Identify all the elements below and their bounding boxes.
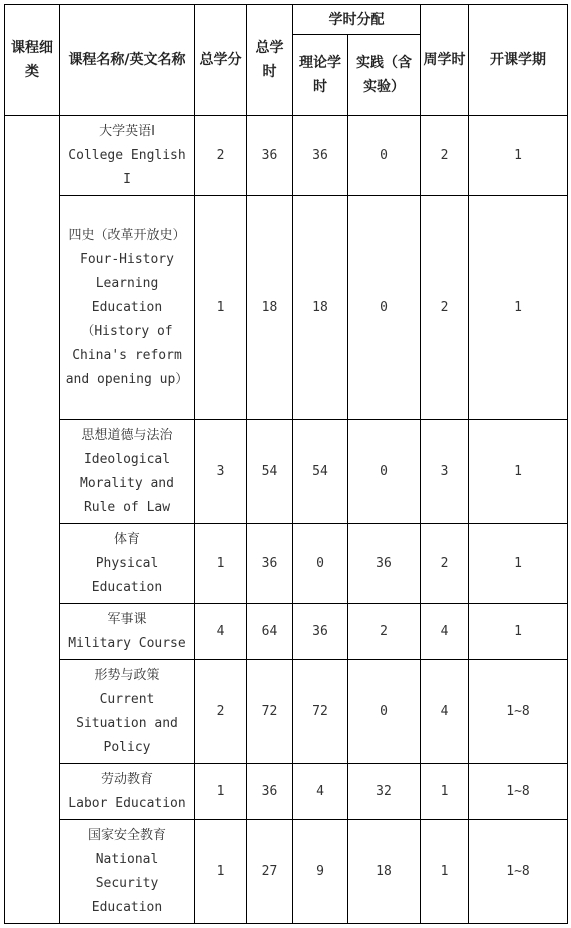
- course-name-en: Military Course: [68, 635, 186, 651]
- total-hours-cell: 54: [247, 420, 293, 524]
- credits-cell: 4: [195, 604, 247, 660]
- weekly-hours-cell: 4: [421, 604, 469, 660]
- course-name-cn: 思想道德与法治: [81, 427, 173, 443]
- theory-hours-cell: 18: [293, 196, 348, 420]
- table-row: [5, 764, 568, 820]
- semester-cell: 1~8: [469, 764, 568, 820]
- total-hours-cell: 18: [247, 196, 293, 420]
- semester-cell: 1~8: [469, 660, 568, 764]
- theory-hours-cell: 9: [293, 820, 348, 924]
- credits-cell: 2: [195, 116, 247, 196]
- header-total-hours: 总学时: [247, 5, 293, 116]
- total-hours-cell: 36: [247, 116, 293, 196]
- practice-hours-cell: 18: [348, 820, 421, 924]
- course-name-en: Ideological Morality and Rule of Law: [80, 451, 174, 515]
- course-name-en: Four-History Learning Education （History of China's reform and opening up）: [65, 251, 189, 387]
- theory-hours-cell: 36: [293, 116, 348, 196]
- course-rows: [5, 116, 568, 924]
- header-credits: 总学分: [195, 5, 247, 116]
- course-name-cell: [60, 196, 195, 420]
- table-row: [5, 820, 568, 924]
- total-hours-cell: 36: [247, 524, 293, 604]
- course-name-en: College English I: [68, 147, 186, 187]
- course-name-cell: [60, 420, 195, 524]
- table-row: [5, 196, 568, 420]
- practice-hours-cell: 0: [348, 196, 421, 420]
- semester-cell: 1: [469, 604, 568, 660]
- weekly-hours-cell: 4: [421, 660, 469, 764]
- course-name-cell: [60, 764, 195, 820]
- semester-cell: 1: [469, 196, 568, 420]
- header-semester: 开课学期: [469, 5, 568, 116]
- practice-hours-cell: 0: [348, 116, 421, 196]
- header-theory-hours: 理论学时: [293, 35, 348, 116]
- semester-cell: 1: [469, 524, 568, 604]
- course-name-cell: [60, 524, 195, 604]
- theory-hours-cell: 0: [293, 524, 348, 604]
- total-hours-cell: 64: [247, 604, 293, 660]
- course-name-en: Physical Education: [91, 555, 163, 595]
- theory-hours-cell: 36: [293, 604, 348, 660]
- course-name-cn: 大学英语I: [99, 123, 155, 139]
- course-name-en: National Security Education: [91, 851, 163, 915]
- theory-hours-cell: 72: [293, 660, 348, 764]
- course-name-en: Current Situation and Policy: [76, 691, 178, 755]
- weekly-hours-cell: 2: [421, 196, 469, 420]
- table-row: [5, 420, 568, 524]
- weekly-hours-cell: 2: [421, 524, 469, 604]
- theory-hours-cell: 54: [293, 420, 348, 524]
- total-hours-cell: 36: [247, 764, 293, 820]
- course-name-cell: [60, 116, 195, 196]
- course-table: [4, 4, 568, 924]
- practice-hours-cell: 0: [348, 420, 421, 524]
- table-row: [5, 524, 568, 604]
- total-hours-cell: 27: [247, 820, 293, 924]
- practice-hours-cell: 0: [348, 660, 421, 764]
- table-row: [5, 604, 568, 660]
- header-category: 课程细类: [5, 5, 60, 116]
- practice-hours-cell: 32: [348, 764, 421, 820]
- course-name-cn: 军事课: [107, 611, 147, 627]
- credits-cell: 3: [195, 420, 247, 524]
- semester-cell: 1: [469, 116, 568, 196]
- table-row: [5, 116, 568, 196]
- credits-cell: 2: [195, 660, 247, 764]
- table-row: [5, 660, 568, 764]
- header-course-name: 课程名称/英文名称: [60, 5, 195, 116]
- credits-cell: 1: [195, 764, 247, 820]
- practice-hours-cell: 2: [348, 604, 421, 660]
- course-name-cell: [60, 660, 195, 764]
- header-practice-hours: 实践（含实验）: [348, 35, 421, 116]
- header-weekly-hours: 周学时: [421, 5, 469, 116]
- weekly-hours-cell: 1: [421, 764, 469, 820]
- theory-hours-cell: 4: [293, 764, 348, 820]
- weekly-hours-cell: 1: [421, 820, 469, 924]
- course-name-cn: 劳动教育: [100, 771, 153, 787]
- semester-cell: 1: [469, 420, 568, 524]
- course-name-cn: 形势与政策: [94, 667, 160, 683]
- total-hours-cell: 72: [247, 660, 293, 764]
- practice-hours-cell: 36: [348, 524, 421, 604]
- weekly-hours-cell: 3: [421, 420, 469, 524]
- course-name-cell: [60, 604, 195, 660]
- header-hours-allocation: 学时分配: [293, 5, 421, 35]
- semester-cell: 1~8: [469, 820, 568, 924]
- course-name-cell: [60, 820, 195, 924]
- weekly-hours-cell: 2: [421, 116, 469, 196]
- credits-cell: 1: [195, 524, 247, 604]
- course-name-cn: 四史（改革开放史）: [68, 227, 186, 243]
- credits-cell: 1: [195, 820, 247, 924]
- course-name-en: Labor Education: [68, 795, 186, 811]
- course-name-cn: 国家安全教育: [87, 827, 166, 843]
- category-cell: [5, 116, 60, 924]
- credits-cell: 1: [195, 196, 247, 420]
- course-name-cn: 体育: [113, 531, 140, 547]
